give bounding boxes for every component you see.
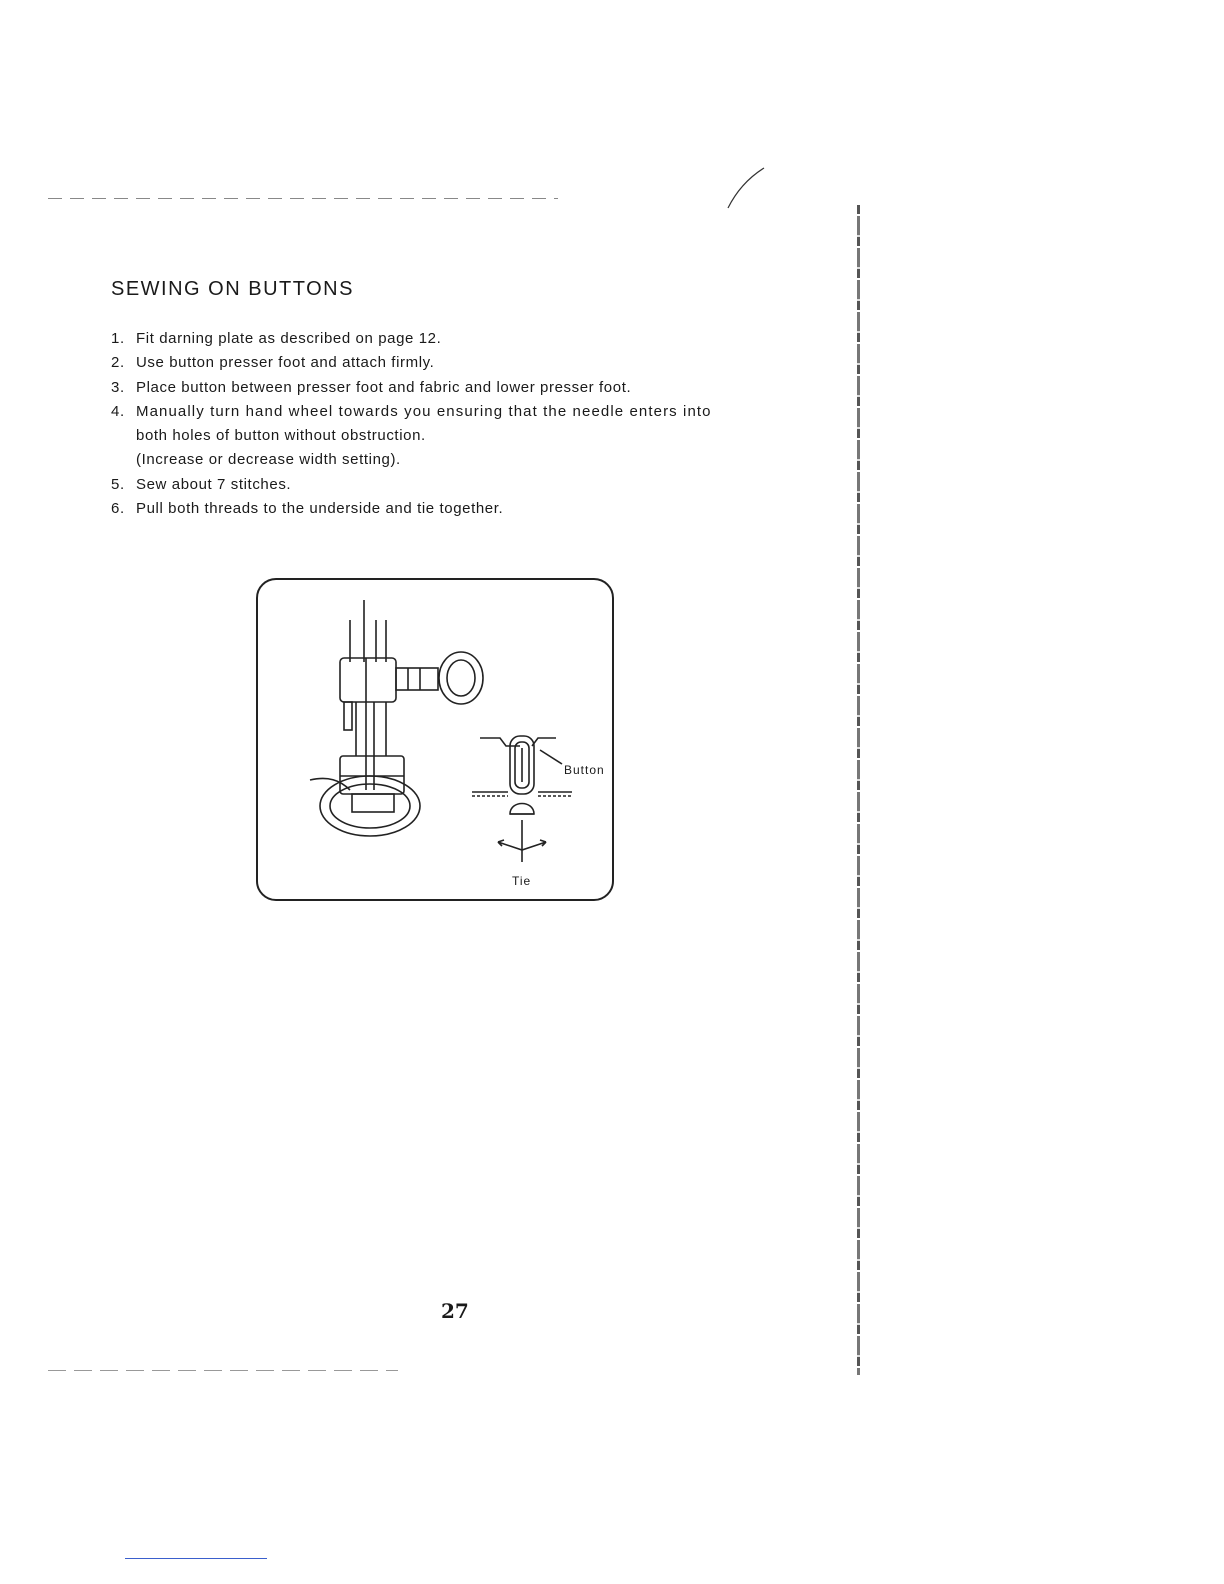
binding-edge bbox=[857, 205, 860, 1375]
button-label: Button bbox=[564, 763, 605, 777]
tie-label: Tie bbox=[512, 874, 532, 888]
scan-artifact-top bbox=[48, 198, 558, 199]
page-number: 27 bbox=[441, 1299, 469, 1323]
scan-underline-artifact bbox=[125, 1558, 267, 1559]
list-item: 2. Use button presser foot and attach firmly. bbox=[111, 354, 435, 372]
list-item: 6. Pull both threads to the underside and tie together. bbox=[111, 500, 504, 518]
list-item: 5. Sew about 7 stitches. bbox=[111, 475, 292, 493]
list-item-continuation: both holes of button without obstruction. bbox=[136, 427, 426, 445]
instruction-list bbox=[111, 327, 791, 521]
pen-mark bbox=[726, 166, 766, 210]
section-heading: SEWING ON BUTTONS bbox=[111, 278, 354, 300]
presser-foot-drawing bbox=[258, 580, 612, 899]
list-item: 4. Manually turn hand wheel towards you ensuring that the needle enters into bbox=[111, 402, 712, 420]
list-item: 3. Place button between presser foot and fabric and lower presser foot. bbox=[111, 378, 632, 396]
list-item-continuation: (Increase or decrease width setting). bbox=[136, 451, 401, 469]
button-sewing-illustration bbox=[256, 578, 614, 901]
list-item: 1. Fit darning plate as described on page 12. bbox=[111, 330, 442, 347]
scan-artifact-bottom bbox=[48, 1370, 398, 1371]
